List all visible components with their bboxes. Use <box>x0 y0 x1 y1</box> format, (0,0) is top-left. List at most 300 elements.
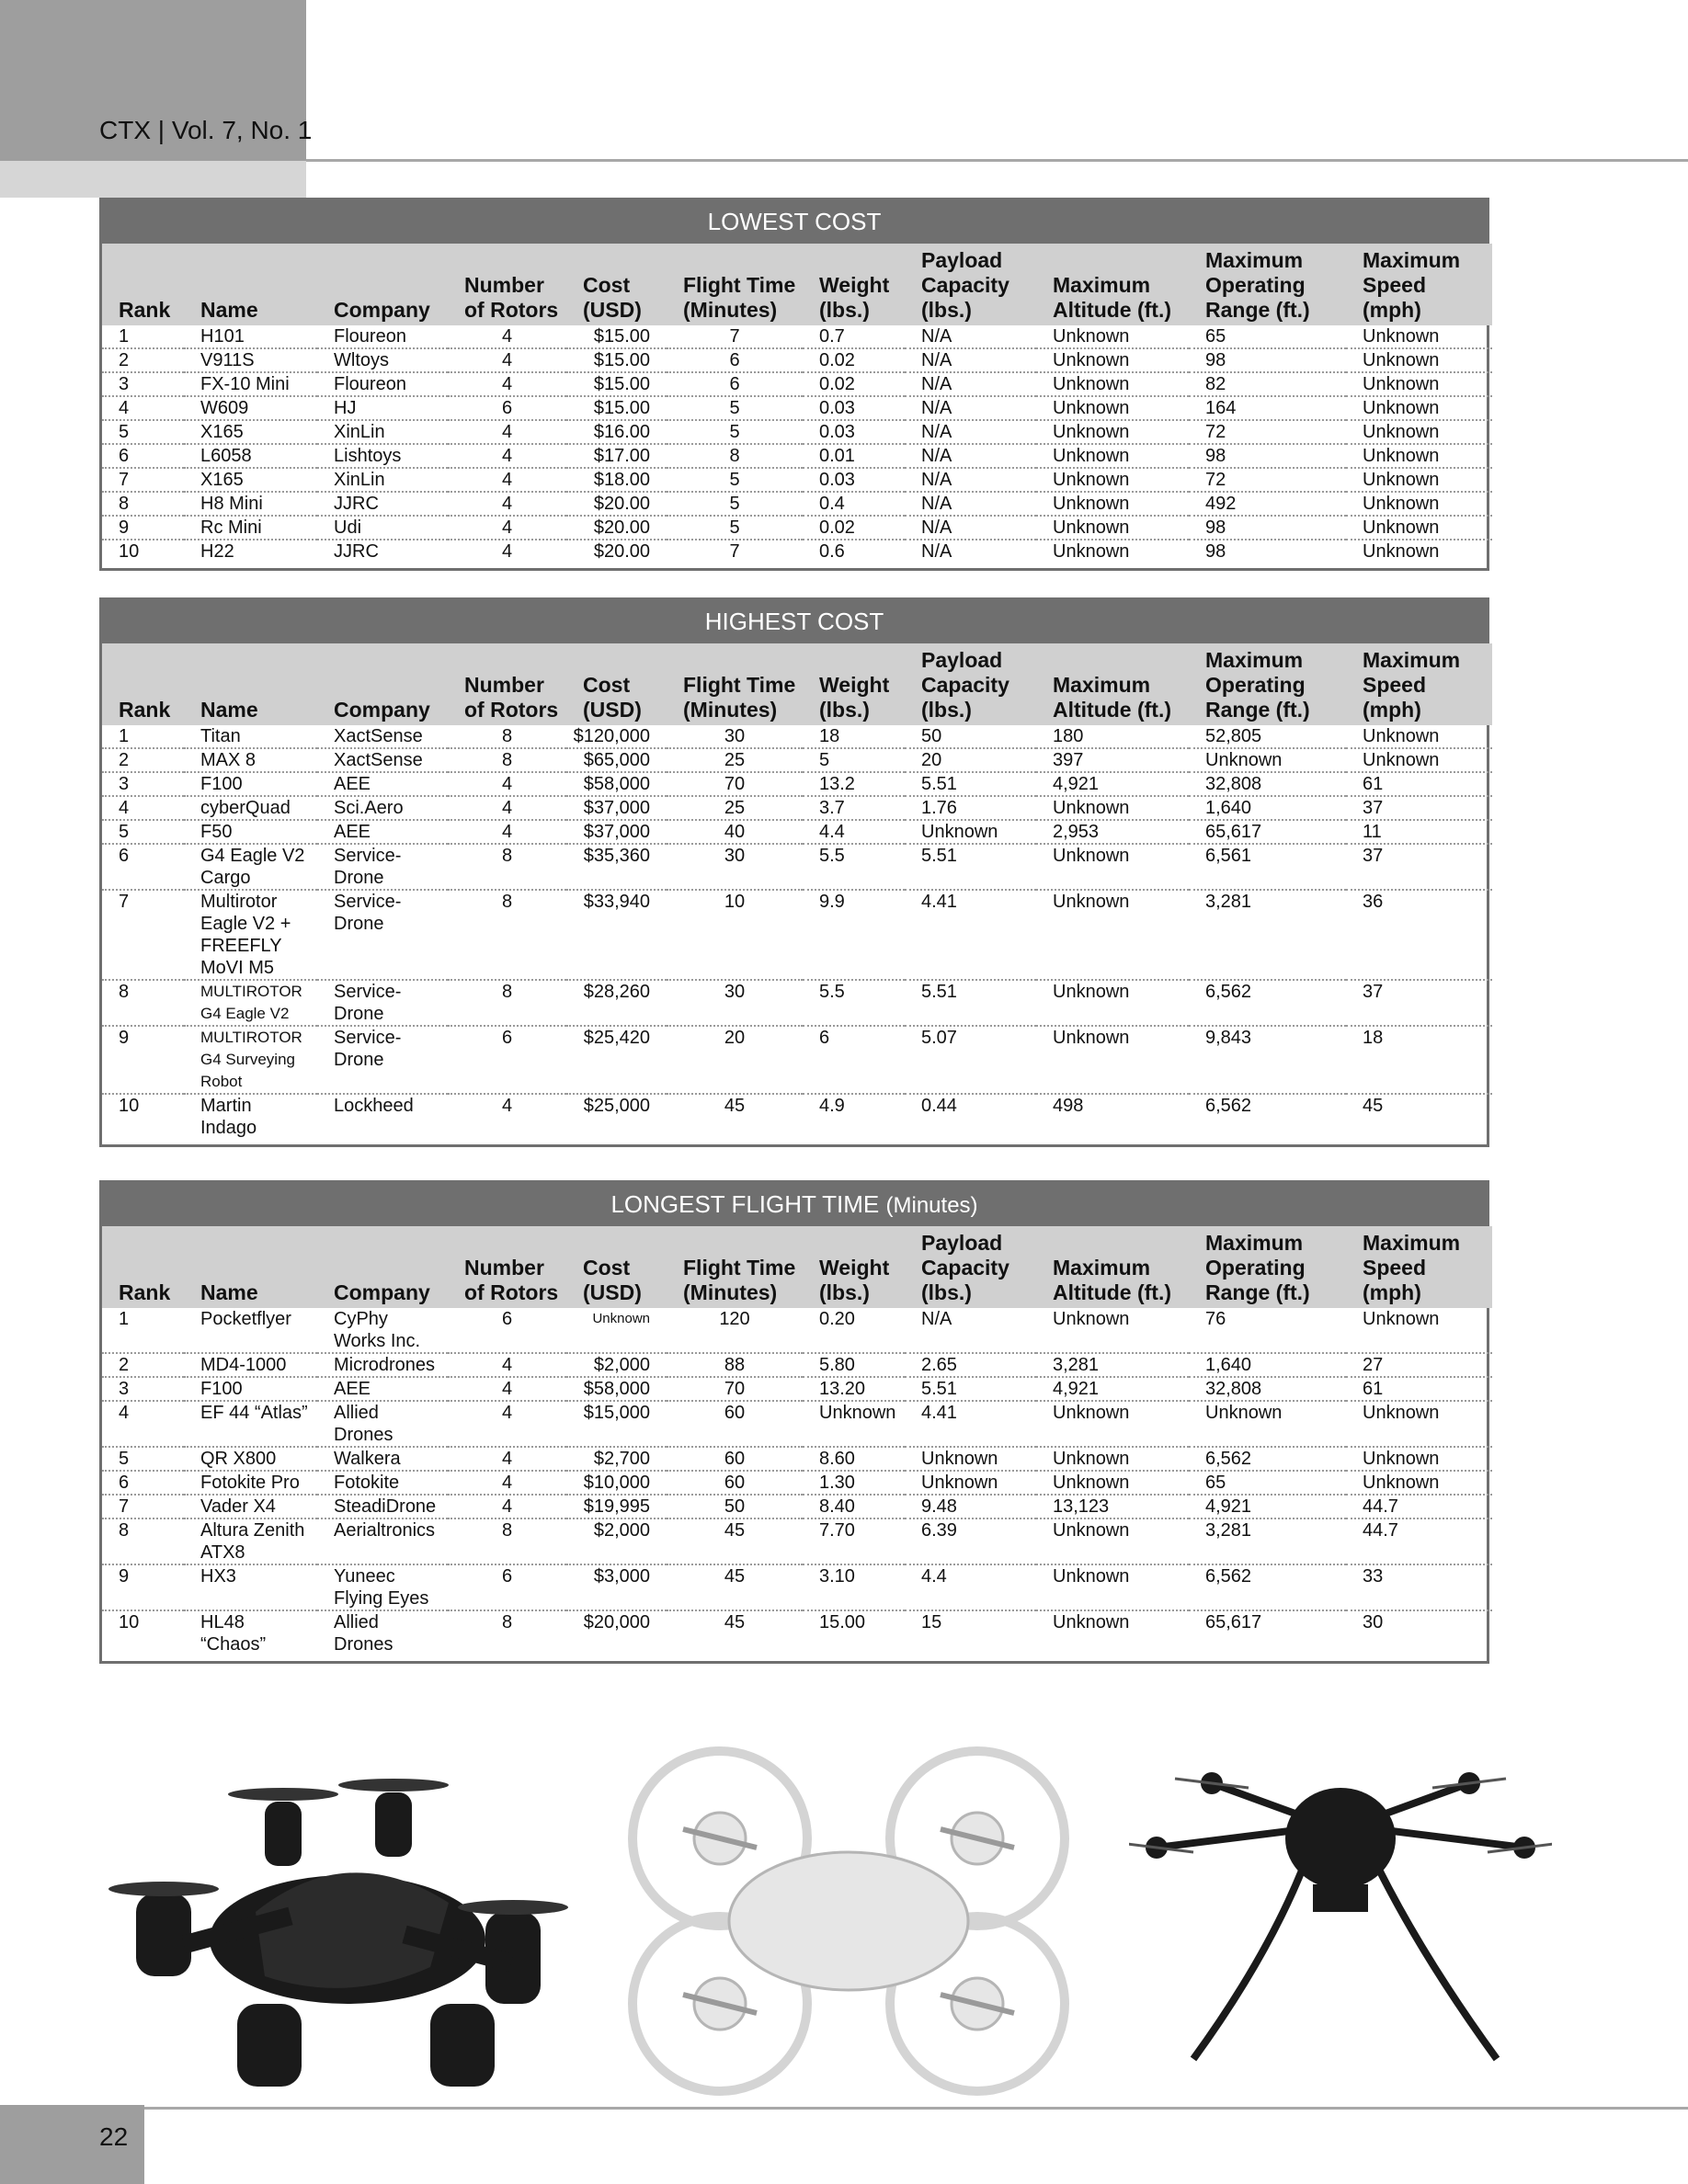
table-row <box>102 325 1492 348</box>
cell-cost: $3,000 <box>566 1564 667 1610</box>
cell-weight: 4.4 <box>803 820 905 844</box>
cell-name: Multirotor Eagle V2 + FREEFLY MoVI M5 <box>184 890 317 980</box>
cell-weight: 15.00 <box>819 1612 866 1632</box>
cell-cost: $18.00 <box>566 468 667 492</box>
header-speed <box>1346 643 1492 725</box>
cell-rotors: 4 <box>448 1495 566 1519</box>
cell-speed: Unknown <box>1346 372 1492 396</box>
header-line: Maximum <box>1363 1231 1461 1255</box>
cell-flight-time: 25 <box>667 748 803 772</box>
header-company <box>317 643 448 725</box>
cell-rotors: 4 <box>448 1447 566 1471</box>
cell-payload: N/A <box>905 516 1036 540</box>
cell-cost: $15,000 <box>566 1401 667 1447</box>
cell-company: Udi <box>317 516 448 540</box>
cell-flight-time: 7 <box>729 541 740 562</box>
cell-company: JJRC <box>317 492 448 516</box>
cell-rank: 6 <box>102 844 184 890</box>
cell-rank: 6 <box>102 1471 184 1495</box>
cell-range: Unknown <box>1189 748 1346 772</box>
cell-speed: Unknown <box>1346 748 1492 772</box>
header-cost <box>566 1226 667 1308</box>
cell-rotors: 4 <box>448 420 566 444</box>
cell-altitude: Unknown <box>1036 844 1189 890</box>
cell-altitude: Unknown <box>1036 1519 1189 1564</box>
cell-cost: $37,000 <box>566 796 667 820</box>
cell-altitude: Unknown <box>1036 492 1189 516</box>
header-line: Range (ft.) <box>1205 1280 1310 1304</box>
cell-weight: 0.03 <box>803 396 905 420</box>
header-company <box>317 244 448 325</box>
cell-flight-time: 5 <box>667 516 803 540</box>
header-line: Rank <box>119 298 171 322</box>
cell-rotors: 4 <box>448 1377 566 1401</box>
header-line: Operating <box>1205 673 1306 697</box>
cell-range: 65 <box>1189 1471 1346 1495</box>
table-row <box>102 1308 1492 1353</box>
cell-cost: $58,000 <box>566 1377 667 1401</box>
table-title-text: LOWEST COST <box>707 208 882 235</box>
header-line: (Minutes) <box>683 698 778 722</box>
header-line: Number <box>464 673 544 697</box>
cell-company: JJRC <box>334 541 379 562</box>
cell-flight-time: 30 <box>667 844 803 890</box>
cell-payload: N/A <box>905 444 1036 468</box>
cell-weight: 0.01 <box>803 444 905 468</box>
cell-altitude: Unknown <box>1036 1026 1189 1094</box>
cell-company: Service-Drone <box>317 890 448 980</box>
cell-company: Wltoys <box>317 348 448 372</box>
cell-company: Service-Drone <box>317 844 448 890</box>
cell-rank: 8 <box>102 492 184 516</box>
cell-payload: 9.48 <box>905 1495 1036 1519</box>
cell-rotors: 6 <box>448 1308 566 1353</box>
header-flight-time <box>667 244 803 325</box>
header-light-strip <box>0 161 306 198</box>
cell-range: 98 <box>1189 348 1346 372</box>
cell-name: Altura Zenith ATX8 <box>184 1519 317 1564</box>
cell-speed: Unknown <box>1346 348 1492 372</box>
cell-flight-time: 45 <box>667 1564 803 1610</box>
footer-rule <box>144 2107 1688 2110</box>
cell-altitude: Unknown <box>1036 468 1189 492</box>
header-line: Speed <box>1363 1256 1427 1280</box>
cell-weight: 7.70 <box>803 1519 905 1564</box>
cell-weight: 0.4 <box>803 492 905 516</box>
cell-range: 1,640 <box>1189 1353 1346 1377</box>
cell-weight: 5.80 <box>803 1353 905 1377</box>
header-line: Maximum <box>1205 1231 1304 1255</box>
cell-rank: 3 <box>102 772 184 796</box>
cell-company: AEE <box>317 772 448 796</box>
cell-speed: Unknown <box>1346 468 1492 492</box>
header-line: Cost <box>583 1256 631 1280</box>
cell-range: 52,805 <box>1189 725 1346 748</box>
header-line: Operating <box>1205 273 1306 297</box>
cell-range: 65,617 <box>1189 820 1346 844</box>
cell-altitude: 13,123 <box>1036 1495 1189 1519</box>
cell-rotors: 4 <box>448 468 566 492</box>
cell-payload: N/A <box>905 325 1036 348</box>
cell-payload: Unknown <box>905 820 1036 844</box>
cell-altitude: 180 <box>1036 725 1189 748</box>
cell-weight: 0.03 <box>803 468 905 492</box>
cell-altitude: Unknown <box>1036 796 1189 820</box>
table-title-text: LONGEST FLIGHT TIME <box>610 1190 880 1218</box>
header-line: Flight Time <box>683 1256 796 1280</box>
header-line: Name <box>200 698 258 722</box>
cell-weight: 1.30 <box>803 1471 905 1495</box>
cell-payload: 4.41 <box>905 1401 1036 1447</box>
table-row <box>102 890 1492 980</box>
header-line: Rank <box>119 1280 171 1304</box>
header-payload <box>905 643 1036 725</box>
cell-weight: 5 <box>803 748 905 772</box>
cell-speed: Unknown <box>1346 1447 1492 1471</box>
cell-rank: 2 <box>102 748 184 772</box>
cell-payload: 20 <box>905 748 1036 772</box>
cell-name: V911S <box>184 348 317 372</box>
table-row <box>102 1471 1492 1495</box>
cell-altitude: Unknown <box>1036 372 1189 396</box>
cell-cost: $25,420 <box>566 1026 667 1094</box>
cell-speed: Unknown <box>1346 396 1492 420</box>
cell-flight-time: 120 <box>667 1308 803 1353</box>
cell-rotors: 4 <box>448 492 566 516</box>
cell-company: Sci.Aero <box>317 796 448 820</box>
header-line: Payload <box>921 248 1003 272</box>
cell-cost: $15.00 <box>566 325 667 348</box>
header-line: (USD) <box>583 298 642 322</box>
cell-name: X165 <box>184 420 317 444</box>
cell-speed: Unknown <box>1346 444 1492 468</box>
cell-company: XinLin <box>317 420 448 444</box>
cell-altitude: Unknown <box>1053 541 1130 562</box>
cell-altitude: Unknown <box>1036 516 1189 540</box>
header-line: (mph) <box>1363 1280 1421 1304</box>
cell-company: Service-Drone <box>317 1026 448 1094</box>
cell-weight: 0.20 <box>803 1308 905 1353</box>
cell-altitude: Unknown <box>1036 325 1189 348</box>
cell-cost: $35,360 <box>566 844 667 890</box>
table-title-text: HIGHEST COST <box>704 608 884 635</box>
cell-altitude: Unknown <box>1053 1612 1130 1632</box>
cell-altitude: Unknown <box>1036 444 1189 468</box>
cell-rank: 1 <box>102 1308 184 1353</box>
header-name <box>184 244 317 325</box>
cell-weight: 9.9 <box>803 890 905 980</box>
cell-rank: 7 <box>102 890 184 980</box>
table-row <box>102 1094 1492 1144</box>
cell-cost: $20.00 <box>566 516 667 540</box>
header-altitude <box>1036 1226 1189 1308</box>
cell-rank: 3 <box>102 1377 184 1401</box>
header-line: Number <box>464 1256 544 1280</box>
cell-range: 98 <box>1189 516 1346 540</box>
cell-payload: N/A <box>905 420 1036 444</box>
journal-title: CTX | Vol. 7, No. 1 <box>99 116 313 144</box>
cell-rotors: 4 <box>448 820 566 844</box>
page-number: 22 <box>99 2122 129 2151</box>
header-rank <box>102 244 184 325</box>
data-table <box>102 1226 1492 1661</box>
cell-rank: 4 <box>102 396 184 420</box>
cell-flight-time: 7 <box>667 325 803 348</box>
cell-weight: 5.5 <box>803 844 905 890</box>
cell-altitude: 498 <box>1053 1096 1084 1116</box>
table-row <box>102 420 1492 444</box>
cell-cost: $2,700 <box>566 1447 667 1471</box>
cell-cost: $2,000 <box>566 1353 667 1377</box>
cell-rank: 9 <box>102 1026 184 1094</box>
cell-payload: N/A <box>905 492 1036 516</box>
cell-rotors: 4 <box>448 796 566 820</box>
header-line: (Minutes) <box>683 1280 778 1304</box>
header-line: of Rotors <box>464 298 559 322</box>
header-line: Payload <box>921 648 1003 672</box>
header-line: Capacity <box>921 273 1009 297</box>
header-range <box>1189 1226 1346 1308</box>
cell-flight-time: 45 <box>667 1519 803 1564</box>
cell-weight: 18 <box>803 725 905 748</box>
cell-speed: Unknown <box>1346 325 1492 348</box>
cell-rotors: 8 <box>448 890 566 980</box>
header-line: Maximum <box>1205 648 1304 672</box>
cell-flight-time: 45 <box>724 1096 746 1116</box>
header-speed <box>1346 1226 1492 1308</box>
header-line: (mph) <box>1363 298 1421 322</box>
cell-weight: 4.9 <box>819 1096 845 1116</box>
header-range <box>1189 244 1346 325</box>
cell-range: 32,808 <box>1189 772 1346 796</box>
cell-rank: 5 <box>102 820 184 844</box>
header-line: Maximum <box>1053 1256 1151 1280</box>
multirotor-drone-photo <box>1129 1728 1552 2114</box>
cell-company: Floureon <box>317 372 448 396</box>
cell-flight-time: 5 <box>667 396 803 420</box>
cell-name: F100 <box>184 772 317 796</box>
cell-payload: 2.65 <box>905 1353 1036 1377</box>
cell-rotors: 4 <box>448 1401 566 1447</box>
cell-cost: $65,000 <box>566 748 667 772</box>
cell-cost: $10,000 <box>566 1471 667 1495</box>
cell-flight-time: 5 <box>667 420 803 444</box>
cell-range: 6,562 <box>1205 1096 1252 1116</box>
cell-name: cyberQuad <box>184 796 317 820</box>
cell-rotors: 4 <box>448 325 566 348</box>
table-row <box>102 1026 1492 1094</box>
table-row <box>102 772 1492 796</box>
cell-altitude: Unknown <box>1036 420 1189 444</box>
cell-name: H101 <box>184 325 317 348</box>
cell-payload: 5.51 <box>905 980 1036 1026</box>
cell-rank: 6 <box>102 444 184 468</box>
cell-rank: 7 <box>102 468 184 492</box>
header-line: Capacity <box>921 1256 1009 1280</box>
header-line: Weight <box>819 673 890 697</box>
cell-flight-time: 40 <box>667 820 803 844</box>
cell-range: 9,843 <box>1189 1026 1346 1094</box>
cell-flight-time: 5 <box>667 492 803 516</box>
cell-name: X165 <box>184 468 317 492</box>
table-row <box>102 1519 1492 1564</box>
header-line: Weight <box>819 273 890 297</box>
cell-altitude: Unknown <box>1036 1564 1189 1610</box>
cell-flight-time: 10 <box>667 890 803 980</box>
header-altitude <box>1036 643 1189 725</box>
cell-cost: Unknown <box>566 1308 667 1353</box>
cell-altitude: 397 <box>1036 748 1189 772</box>
cell-speed: Unknown <box>1346 725 1492 748</box>
cell-cost: $17.00 <box>566 444 667 468</box>
header-line: Name <box>200 298 258 322</box>
cell-speed: Unknown <box>1346 516 1492 540</box>
header-line: Altitude (ft.) <box>1053 298 1172 322</box>
table-row <box>102 540 1492 568</box>
cell-speed: 44.7 <box>1346 1519 1492 1564</box>
cell-speed: 36 <box>1346 890 1492 980</box>
cell-altitude: Unknown <box>1036 1447 1189 1471</box>
cell-rotors: 8 <box>448 748 566 772</box>
cell-rank: 4 <box>102 796 184 820</box>
cell-rank: 5 <box>102 1447 184 1471</box>
header-cost <box>566 244 667 325</box>
cell-name: W609 <box>184 396 317 420</box>
cell-name: Fotokite Pro <box>184 1471 317 1495</box>
cell-company: Walkera <box>317 1447 448 1471</box>
cell-name: Rc Mini <box>184 516 317 540</box>
cell-name: QR X800 <box>184 1447 317 1471</box>
header-line: Company <box>334 298 430 322</box>
cell-cost: $15.00 <box>566 348 667 372</box>
header-payload <box>905 1226 1036 1308</box>
cell-flight-time: 50 <box>667 1495 803 1519</box>
cell-speed: 37 <box>1346 980 1492 1026</box>
cell-range: 76 <box>1189 1308 1346 1353</box>
cell-rank: 8 <box>102 1519 184 1564</box>
cell-payload: 1.76 <box>905 796 1036 820</box>
cell-rotors: 4 <box>448 772 566 796</box>
table-title <box>102 200 1487 244</box>
cell-flight-time: 30 <box>667 980 803 1026</box>
header-line: of Rotors <box>464 698 559 722</box>
cell-cost: $120,000 <box>566 725 667 748</box>
cell-weight: 0.03 <box>803 420 905 444</box>
cell-flight-time: 20 <box>667 1026 803 1094</box>
header-name <box>184 643 317 725</box>
cell-payload: N/A <box>921 541 952 562</box>
cell-company: XactSense <box>317 725 448 748</box>
cell-name: L6058 <box>184 444 317 468</box>
cell-name: Martin Indago <box>200 1096 257 1138</box>
cell-speed: Unknown <box>1346 492 1492 516</box>
cell-cost: $15.00 <box>566 372 667 396</box>
header-line: (Minutes) <box>683 298 778 322</box>
table-row <box>102 725 1492 748</box>
cell-rank: 10 <box>119 1612 140 1632</box>
header-line: Capacity <box>921 673 1009 697</box>
cell-name: H22 <box>200 541 234 562</box>
cell-cost: $37,000 <box>566 820 667 844</box>
cell-flight-time: 45 <box>724 1612 746 1632</box>
cell-rotors: 4 <box>501 541 513 562</box>
header-line: Maximum <box>1053 273 1151 297</box>
cell-rank: 2 <box>102 1353 184 1377</box>
header-line: (lbs.) <box>819 1280 870 1304</box>
data-table <box>102 643 1492 1144</box>
table-row <box>102 820 1492 844</box>
cell-speed: Unknown <box>1346 420 1492 444</box>
header-line: Payload <box>921 1231 1003 1255</box>
cell-altitude: 3,281 <box>1036 1353 1189 1377</box>
header-line: Range (ft.) <box>1205 698 1310 722</box>
cell-company: Aerialtronics <box>317 1519 448 1564</box>
cell-altitude: Unknown <box>1036 890 1189 980</box>
cell-payload: N/A <box>905 396 1036 420</box>
cell-cost: $28,260 <box>566 980 667 1026</box>
table-row <box>102 1495 1492 1519</box>
cell-altitude: Unknown <box>1036 1401 1189 1447</box>
header-line: Flight Time <box>683 673 796 697</box>
cell-range: 492 <box>1189 492 1346 516</box>
data-table <box>102 244 1492 568</box>
cell-flight-time: 60 <box>667 1401 803 1447</box>
cell-rank: 10 <box>119 541 140 562</box>
cell-altitude: Unknown <box>1036 348 1189 372</box>
header-speed <box>1346 244 1492 325</box>
cell-range: 6,562 <box>1189 1447 1346 1471</box>
cell-name: Titan <box>184 725 317 748</box>
cell-range: 72 <box>1189 420 1346 444</box>
cell-cost: $25,000 <box>583 1096 650 1116</box>
header-line: Altitude (ft.) <box>1053 1280 1172 1304</box>
header-line: (lbs.) <box>921 698 972 722</box>
cell-rotors: 4 <box>448 516 566 540</box>
cell-name: HX3 <box>184 1564 317 1610</box>
table-row <box>102 1353 1492 1377</box>
cell-company: SteadiDrone <box>317 1495 448 1519</box>
cell-flight-time: 6 <box>667 372 803 396</box>
white-drone-photo <box>610 1728 1088 2114</box>
header-altitude <box>1036 244 1189 325</box>
cell-name: MAX 8 <box>184 748 317 772</box>
cell-cost: $15.00 <box>566 396 667 420</box>
cell-weight: 0.02 <box>803 516 905 540</box>
lowest-cost-table <box>99 198 1489 571</box>
cell-flight-time: 6 <box>667 348 803 372</box>
cell-speed: 44.7 <box>1346 1495 1492 1519</box>
cell-speed: 33 <box>1346 1564 1492 1610</box>
cell-range: 3,281 <box>1189 890 1346 980</box>
table-row <box>102 348 1492 372</box>
cell-name: F100 <box>184 1377 317 1401</box>
cell-altitude: Unknown <box>1036 1471 1189 1495</box>
table-row <box>102 516 1492 540</box>
cell-name: MD4-1000 <box>184 1353 317 1377</box>
cell-flight-time: 8 <box>667 444 803 468</box>
table-row <box>102 980 1492 1026</box>
cell-payload: 50 <box>905 725 1036 748</box>
cell-flight-time: 30 <box>667 725 803 748</box>
cell-rank: 8 <box>102 980 184 1026</box>
cell-cost: $16.00 <box>566 420 667 444</box>
cell-company: Lockheed <box>334 1096 414 1116</box>
header-line: Company <box>334 698 430 722</box>
cell-range: 65 <box>1189 325 1346 348</box>
cell-range: 4,921 <box>1189 1495 1346 1519</box>
cell-name: HL48 “Chaos” <box>200 1612 267 1655</box>
cell-company: Microdrones <box>317 1353 448 1377</box>
